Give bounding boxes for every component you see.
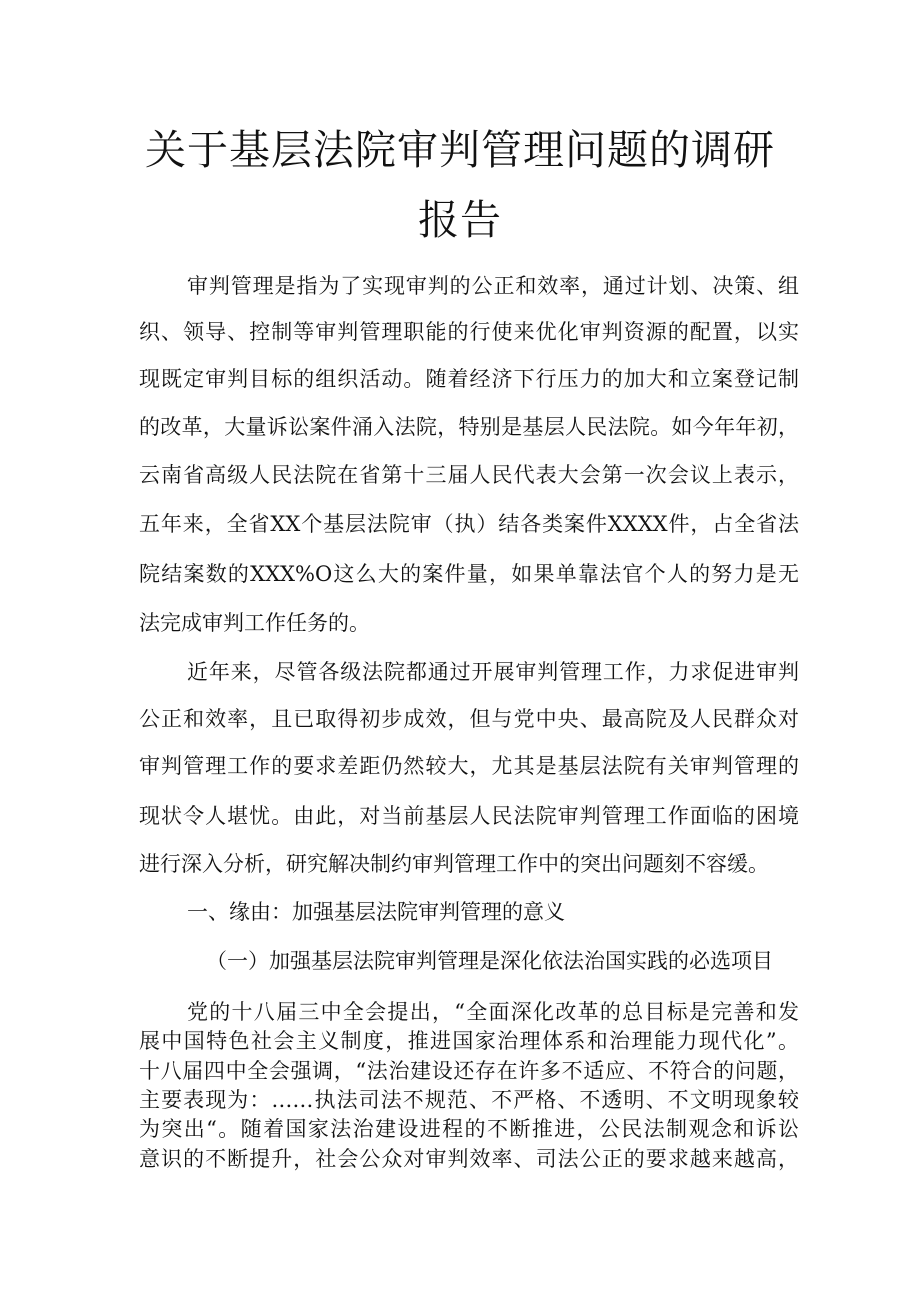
section-heading: 一、缘由：加强基层法院审判管理的意义 [187,900,565,924]
paragraph-1-line: 织、领导、控制等审判管理职能的行使来优化审判资源的配置，以实 [139,320,799,344]
paragraph-3-line: 主要表现为：……执法司法不规范、不严格、不透明、不文明现象较 [139,1088,799,1112]
paragraph-3-line: 展中国特色社会主义制度，推进国家治理体系和治理能力现代化”。 [139,1029,799,1053]
paragraph-2-line: 进行深入分析，研究解决制约审判管理工作中的突出问题刻不容缓。 [139,852,769,876]
paragraph-1-line: 五年来，全省XX个基层法院审（执）结各类案件XXXX件，占全省法 [139,512,799,536]
paragraph-3-line: 为突出“。随着国家法治建设进程的不断推进，公民法制观念和诉讼 [139,1117,799,1141]
document-title-line-2: 报告 [418,196,502,244]
paragraph-1-line: 云南省高级人民法院在省第十三届人民代表大会第一次会议上表示， [139,463,799,487]
paragraph-2-line: 审判管理工作的要求差距仍然较大，尤其是基层法院有关审判管理的 [139,754,799,778]
paragraph-3-line: 意识的不断提升，社会公众对审判效率、司法公正的要求越来越高， [139,1147,799,1171]
subsection-heading: （一）加强基层法院审判管理是深化依法治国实践的必选项目 [206,949,773,973]
paragraph-1-line: 的改革，大量诉讼案件涌入法院，特别是基层人民法院。如今年年初， [139,415,799,439]
paragraph-1-line: 院结案数的XXX%O这么大的案件量，如果单靠法官个人的努力是无 [139,562,799,586]
paragraph-3-line: 党的十八届三中全会提出，“全面深化改革的总目标是完善和发 [187,1000,799,1024]
paragraph-3-line: 十八届四中全会强调，“法治建设还存在许多不适应、不符合的问题， [139,1059,799,1083]
paragraph-1-line: 审判管理是指为了实现审判的公正和效率，通过计划、决策、组 [187,274,799,298]
document-title-line-1: 关于基层法院审判管理问题的调研 [145,126,775,174]
paragraph-1-line: 法完成审判工作任务的。 [139,611,370,635]
paragraph-1-line: 现既定审判目标的组织活动。随着经济下行压力的加大和立案登记制 [139,367,799,391]
paragraph-2-line: 公正和效率，且已取得初步成效，但与党中央、最高院及人民群众对 [139,707,799,731]
paragraph-2-line: 现状令人堪忧。由此，对当前基层人民法院审判管理工作面临的困境 [139,804,799,828]
paragraph-2-line: 近年来，尽管各级法院都通过开展审判管理工作，力求促进审判 [187,660,799,684]
